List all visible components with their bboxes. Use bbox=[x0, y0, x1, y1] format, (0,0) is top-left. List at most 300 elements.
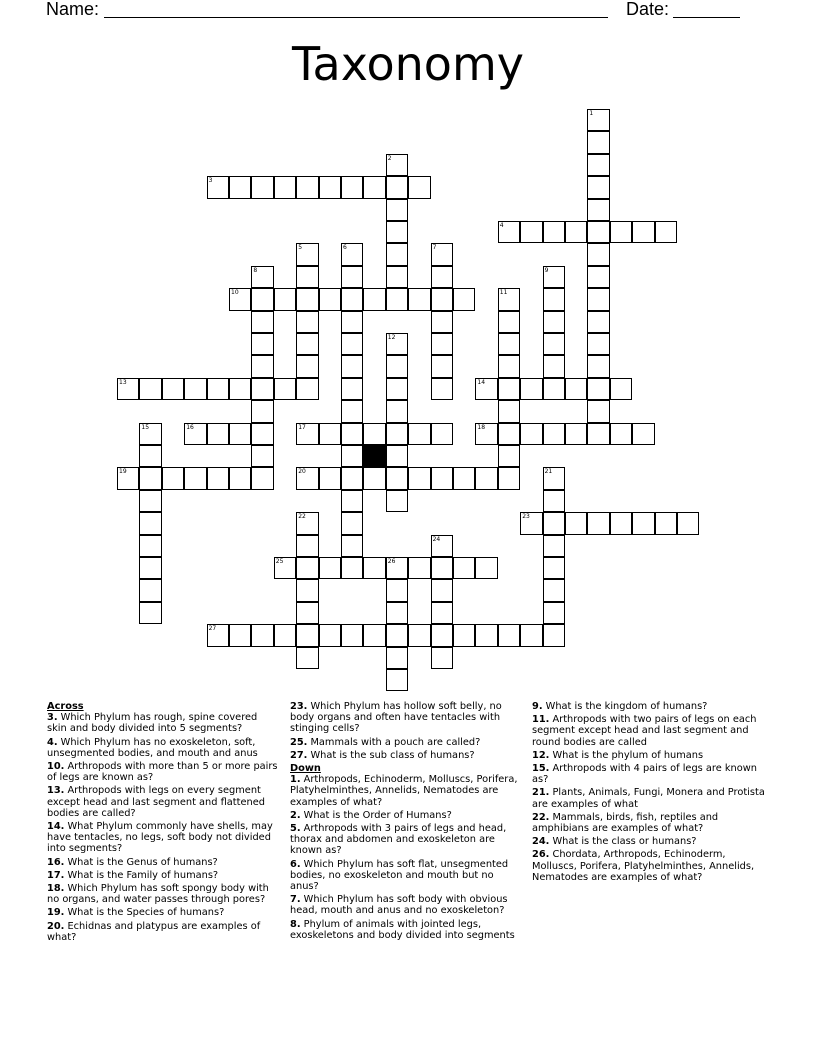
grid-cell[interactable] bbox=[341, 333, 363, 355]
clue-text: Arthropods with 4 pairs of legs are known as? bbox=[532, 763, 757, 786]
grid-cell[interactable] bbox=[587, 288, 609, 310]
grid-cell[interactable] bbox=[139, 490, 161, 512]
grid-cell[interactable] bbox=[274, 288, 296, 310]
grid-cell[interactable] bbox=[632, 221, 654, 243]
clue-number: 14 bbox=[477, 378, 486, 386]
grid-cell[interactable] bbox=[296, 333, 318, 355]
across-clue bbox=[47, 785, 279, 819]
grid-cell[interactable] bbox=[498, 311, 520, 333]
grid-cell[interactable] bbox=[610, 512, 632, 534]
grid-cell[interactable] bbox=[274, 624, 296, 646]
grid-cell[interactable] bbox=[386, 355, 408, 377]
clue-number: 19 bbox=[119, 468, 127, 476]
grid-cell[interactable] bbox=[543, 266, 565, 288]
grid-cell[interactable] bbox=[453, 467, 475, 489]
clue-text: What is the phylum of humans bbox=[549, 749, 704, 761]
grid-cell[interactable] bbox=[296, 512, 318, 534]
clue-number-label: 20. bbox=[47, 920, 65, 932]
grid-cell[interactable] bbox=[296, 423, 318, 445]
grid-cell[interactable] bbox=[274, 378, 296, 400]
grid-cell[interactable] bbox=[543, 221, 565, 243]
grid-cell[interactable] bbox=[341, 176, 363, 198]
clue-number-label: 9. bbox=[532, 701, 543, 712]
grid-cell[interactable] bbox=[207, 176, 229, 198]
grid-cell[interactable] bbox=[184, 423, 206, 445]
grid-cell[interactable] bbox=[565, 378, 587, 400]
grid-cell[interactable] bbox=[431, 647, 453, 669]
grid-cell[interactable] bbox=[543, 512, 565, 534]
grid-cell[interactable] bbox=[207, 467, 229, 489]
grid-cell[interactable] bbox=[431, 467, 453, 489]
grid-cell[interactable] bbox=[363, 176, 385, 198]
grid-cell[interactable] bbox=[341, 311, 363, 333]
grid-cell[interactable] bbox=[408, 288, 430, 310]
grid-cell[interactable] bbox=[431, 378, 453, 400]
grid-cell[interactable] bbox=[565, 512, 587, 534]
grid-cell[interactable] bbox=[341, 423, 363, 445]
grid-cell[interactable] bbox=[319, 423, 341, 445]
down-clue bbox=[532, 849, 772, 883]
grid-cell[interactable] bbox=[296, 647, 318, 669]
grid-cell[interactable] bbox=[498, 333, 520, 355]
grid-cell[interactable] bbox=[610, 221, 632, 243]
across-clue bbox=[47, 737, 279, 759]
grid-cell[interactable] bbox=[296, 579, 318, 601]
clue-number: 27 bbox=[208, 625, 217, 633]
clue-number: 7 bbox=[432, 244, 437, 252]
grid-cell[interactable] bbox=[543, 535, 565, 557]
grid-cell[interactable] bbox=[363, 467, 385, 489]
grid-cell[interactable] bbox=[386, 333, 408, 355]
grid-cell[interactable] bbox=[475, 378, 497, 400]
grid-cell[interactable] bbox=[431, 355, 453, 377]
grid-cell[interactable] bbox=[139, 579, 161, 601]
clue-number: 26 bbox=[387, 558, 396, 565]
grid-cell[interactable] bbox=[319, 176, 341, 198]
grid-cell[interactable] bbox=[229, 176, 251, 198]
grid-cell[interactable] bbox=[431, 311, 453, 333]
grid-cell[interactable] bbox=[296, 176, 318, 198]
grid-cell[interactable] bbox=[386, 579, 408, 601]
clue-number: 9 bbox=[544, 266, 549, 274]
clue-number-label: 4. bbox=[47, 736, 58, 748]
grid-cell[interactable] bbox=[184, 378, 206, 400]
grid-cell[interactable] bbox=[520, 624, 542, 646]
grid-cell[interactable] bbox=[543, 333, 565, 355]
clue-text: Arthropods with legs on every segment except head and last segment and flattened bodies are called? bbox=[47, 785, 265, 819]
grid-cell[interactable] bbox=[386, 176, 408, 198]
down-clue bbox=[532, 714, 772, 748]
grid-cell[interactable] bbox=[431, 333, 453, 355]
grid-cell[interactable] bbox=[431, 243, 453, 265]
clue-number-label: 13. bbox=[47, 785, 65, 797]
grid-cell[interactable] bbox=[453, 624, 475, 646]
grid-cell[interactable] bbox=[139, 423, 161, 445]
clue-number: 23 bbox=[522, 513, 530, 521]
grid-cell[interactable] bbox=[520, 423, 542, 445]
clue-number: 11 bbox=[499, 289, 508, 297]
grid-cell[interactable] bbox=[610, 378, 632, 400]
grid-cell[interactable] bbox=[207, 624, 229, 646]
across-clue bbox=[47, 857, 279, 868]
clue-number: 2 bbox=[387, 154, 392, 162]
grid-cell[interactable] bbox=[363, 288, 385, 310]
grid-cell[interactable] bbox=[251, 288, 273, 310]
clue-number: 22 bbox=[298, 513, 306, 521]
grid-cell[interactable] bbox=[386, 400, 408, 422]
grid-cell[interactable] bbox=[431, 535, 453, 557]
grid-cell[interactable] bbox=[274, 176, 296, 198]
grid-cell[interactable] bbox=[408, 423, 430, 445]
grid-cell[interactable] bbox=[386, 647, 408, 669]
grid-cell[interactable] bbox=[296, 535, 318, 557]
clue-text: Mammals with a pouch are called? bbox=[307, 736, 481, 748]
grid-cell[interactable] bbox=[475, 423, 497, 445]
grid-cell[interactable] bbox=[587, 243, 609, 265]
grid-cell[interactable] bbox=[251, 176, 273, 198]
down-clue bbox=[290, 823, 522, 857]
grid-cell[interactable] bbox=[587, 266, 609, 288]
down-clue bbox=[290, 894, 522, 916]
grid-cell[interactable] bbox=[386, 467, 408, 489]
grid-cell[interactable] bbox=[543, 490, 565, 512]
grid-cell[interactable] bbox=[363, 557, 385, 579]
grid-cell[interactable] bbox=[543, 557, 565, 579]
grid-cell[interactable] bbox=[386, 423, 408, 445]
page-title: Taxonomy bbox=[292, 37, 524, 91]
grid-cell[interactable] bbox=[229, 288, 251, 310]
grid-cell[interactable] bbox=[386, 378, 408, 400]
blocked-cell bbox=[363, 445, 385, 467]
clue-number: 25 bbox=[275, 558, 284, 565]
grid-cell[interactable] bbox=[319, 624, 341, 646]
grid-cell[interactable] bbox=[341, 266, 363, 288]
clue-text: Echidnas and platypus are examples of what? bbox=[47, 920, 261, 943]
grid-cell[interactable] bbox=[587, 176, 609, 198]
across-clue bbox=[47, 761, 279, 783]
date-label: Date: bbox=[626, 0, 670, 19]
grid-cell[interactable] bbox=[587, 355, 609, 377]
clue-number: 3 bbox=[208, 177, 213, 185]
grid-cell[interactable] bbox=[431, 266, 453, 288]
grid-cell[interactable] bbox=[431, 602, 453, 624]
grid-cell[interactable] bbox=[587, 221, 609, 243]
clue-number-label: 6. bbox=[290, 858, 301, 870]
grid-cell[interactable] bbox=[498, 400, 520, 422]
across-clue bbox=[47, 870, 279, 881]
grid-cell[interactable] bbox=[386, 602, 408, 624]
clue-number: 17 bbox=[298, 423, 306, 431]
grid-cell[interactable] bbox=[431, 557, 453, 579]
grid-cell[interactable] bbox=[341, 445, 363, 467]
grid-cell[interactable] bbox=[319, 467, 341, 489]
grid-cell[interactable] bbox=[117, 467, 139, 489]
grid-cell[interactable] bbox=[386, 199, 408, 221]
clue-number: 24 bbox=[432, 535, 441, 543]
grid-cell[interactable] bbox=[296, 467, 318, 489]
grid-cell[interactable] bbox=[386, 445, 408, 467]
grid-cell[interactable] bbox=[543, 423, 565, 445]
grid-cell[interactable] bbox=[319, 557, 341, 579]
grid-cell[interactable] bbox=[498, 445, 520, 467]
grid-cell[interactable] bbox=[431, 288, 453, 310]
clue-text: What Phylum commonly have shells, may have tentacles, no legs, soft body not divided into segments? bbox=[47, 821, 273, 855]
down-clue bbox=[532, 763, 772, 785]
clue-number-label: 16. bbox=[47, 856, 65, 868]
clue-number-label: 23. bbox=[290, 701, 308, 712]
clues-column-3 bbox=[532, 701, 772, 885]
grid-cell[interactable] bbox=[296, 266, 318, 288]
clue-number-label: 3. bbox=[47, 712, 58, 724]
grid-cell[interactable] bbox=[139, 467, 161, 489]
clue-number-label: 11. bbox=[532, 714, 550, 726]
down-heading: Down bbox=[290, 763, 321, 775]
grid-cell[interactable] bbox=[296, 624, 318, 646]
clue-text: Arthropods with 3 pairs of legs and head, thorax and abdomen and exoskeleton are known as? bbox=[290, 823, 507, 857]
clue-text: Which Phylum has rough, spine covered skin and body divided into 5 segments? bbox=[47, 712, 258, 735]
grid-cell[interactable] bbox=[341, 490, 363, 512]
grid-cell[interactable] bbox=[386, 557, 408, 579]
grid-cell[interactable] bbox=[139, 378, 161, 400]
clue-number-label: 12. bbox=[532, 749, 550, 761]
grid-cell[interactable] bbox=[207, 423, 229, 445]
grid-cell[interactable] bbox=[431, 423, 453, 445]
grid-cell[interactable] bbox=[632, 423, 654, 445]
clue-text: What is the class or humans? bbox=[549, 836, 697, 848]
clue-number-label: 25. bbox=[290, 736, 308, 748]
grid-cell[interactable] bbox=[565, 221, 587, 243]
clue-number: 4 bbox=[499, 222, 504, 229]
grid-cell[interactable] bbox=[229, 624, 251, 646]
grid-cell[interactable] bbox=[386, 669, 408, 691]
grid-cell[interactable] bbox=[386, 288, 408, 310]
clue-text: What is the Species of humans? bbox=[64, 907, 225, 919]
clue-text: Arthropods with more than 5 or more pairs of legs are known as? bbox=[47, 761, 278, 784]
grid-cell[interactable] bbox=[498, 378, 520, 400]
clue-number: 15 bbox=[141, 423, 150, 431]
grid-cell[interactable] bbox=[408, 176, 430, 198]
grid-cell[interactable] bbox=[251, 378, 273, 400]
grid-cell[interactable] bbox=[162, 467, 184, 489]
down-clue bbox=[532, 812, 772, 834]
grid-cell[interactable] bbox=[251, 467, 273, 489]
across-clue bbox=[47, 907, 279, 918]
grid-cell[interactable] bbox=[341, 288, 363, 310]
grid-cell[interactable] bbox=[341, 400, 363, 422]
grid-cell[interactable] bbox=[296, 243, 318, 265]
clue-number: 10 bbox=[231, 289, 239, 297]
grid-cell[interactable] bbox=[229, 378, 251, 400]
grid-cell[interactable] bbox=[453, 557, 475, 579]
grid-cell[interactable] bbox=[677, 512, 699, 534]
grid-cell[interactable] bbox=[475, 624, 497, 646]
grid-cell[interactable] bbox=[341, 243, 363, 265]
grid-cell[interactable] bbox=[565, 423, 587, 445]
clue-text: Phylum of animals with jointed legs, exoskeletons and body divided into segments bbox=[290, 918, 515, 941]
grid-cell[interactable] bbox=[587, 131, 609, 153]
grid-cell[interactable] bbox=[587, 512, 609, 534]
grid-cell[interactable] bbox=[229, 467, 251, 489]
grid-cell[interactable] bbox=[341, 512, 363, 534]
grid-cell[interactable] bbox=[431, 579, 453, 601]
clue-number-label: 7. bbox=[290, 894, 301, 906]
grid-cell[interactable] bbox=[543, 311, 565, 333]
grid-cell[interactable] bbox=[587, 109, 609, 131]
name-label: Name: bbox=[46, 0, 100, 19]
grid-cell[interactable] bbox=[117, 378, 139, 400]
grid-cell[interactable] bbox=[408, 557, 430, 579]
grid-cell[interactable] bbox=[341, 467, 363, 489]
down-clue bbox=[290, 919, 522, 941]
grid-cell[interactable] bbox=[543, 355, 565, 377]
grid-cell[interactable] bbox=[408, 624, 430, 646]
grid-cell[interactable] bbox=[587, 154, 609, 176]
clue-number-label: 1. bbox=[290, 774, 301, 786]
grid-cell[interactable] bbox=[296, 355, 318, 377]
clue-number-label: 21. bbox=[532, 787, 550, 799]
grid-cell[interactable] bbox=[296, 378, 318, 400]
clue-text: Plants, Animals, Fungi, Monera and Protista are examples of what bbox=[532, 787, 765, 810]
grid-cell[interactable] bbox=[498, 624, 520, 646]
grid-cell[interactable] bbox=[386, 221, 408, 243]
grid-cell[interactable] bbox=[341, 557, 363, 579]
grid-cell[interactable] bbox=[431, 624, 453, 646]
grid-cell[interactable] bbox=[363, 624, 385, 646]
clue-text: What is the Genus of humans? bbox=[64, 856, 218, 868]
clue-number: 12 bbox=[387, 334, 396, 341]
clue-number-label: 8. bbox=[290, 918, 301, 930]
grid-cell[interactable] bbox=[543, 467, 565, 489]
across-clue bbox=[290, 701, 522, 735]
down-clue bbox=[532, 836, 772, 847]
grid-cell[interactable] bbox=[251, 624, 273, 646]
grid-cell[interactable] bbox=[251, 400, 273, 422]
clue-text: What is the sub class of humans? bbox=[307, 749, 475, 761]
grid-cell[interactable] bbox=[520, 512, 542, 534]
grid-cell[interactable] bbox=[610, 423, 632, 445]
grid-cell[interactable] bbox=[341, 378, 363, 400]
clue-text: Which Phylum has soft body with obvious head, mouth and anus and no exoskeleton? bbox=[290, 894, 508, 917]
grid-cell[interactable] bbox=[251, 355, 273, 377]
grid-cell[interactable] bbox=[632, 512, 654, 534]
grid-cell[interactable] bbox=[386, 243, 408, 265]
grid-cell[interactable] bbox=[139, 512, 161, 534]
clues-column-2 bbox=[290, 701, 522, 943]
grid-cell[interactable] bbox=[363, 423, 385, 445]
clue-text: Which Phylum has hollow soft belly, no body organs and often have tentacles with stinging cells? bbox=[290, 701, 502, 735]
grid-cell[interactable] bbox=[386, 490, 408, 512]
grid-cell[interactable] bbox=[251, 445, 273, 467]
down-clue bbox=[532, 750, 772, 761]
grid-cell[interactable] bbox=[587, 333, 609, 355]
grid-cell[interactable] bbox=[229, 423, 251, 445]
grid-cell[interactable] bbox=[341, 355, 363, 377]
down-clue bbox=[290, 859, 522, 893]
down-clue bbox=[290, 774, 522, 808]
grid-cell[interactable] bbox=[341, 535, 363, 557]
grid-cell[interactable] bbox=[543, 602, 565, 624]
grid-cell[interactable] bbox=[587, 311, 609, 333]
grid-cell[interactable] bbox=[386, 266, 408, 288]
grid-cell[interactable] bbox=[319, 288, 341, 310]
grid-cell[interactable] bbox=[587, 199, 609, 221]
grid-cell[interactable] bbox=[296, 557, 318, 579]
clue-number: 21 bbox=[544, 468, 553, 476]
grid-cell[interactable] bbox=[498, 221, 520, 243]
clue-number-label: 15. bbox=[532, 763, 550, 775]
grid-cell[interactable] bbox=[498, 355, 520, 377]
grid-cell[interactable] bbox=[251, 423, 273, 445]
clue-number: 18 bbox=[477, 423, 486, 431]
grid-cell[interactable] bbox=[207, 378, 229, 400]
clue-text: Chordata, Arthropods, Echinoderm, Molluscs, Porifera, Platyhelminthes, Annelids, Nematodes are examples of what? bbox=[532, 849, 755, 883]
clue-number-label: 22. bbox=[532, 811, 550, 823]
grid-cell[interactable] bbox=[251, 333, 273, 355]
grid-cell[interactable] bbox=[341, 624, 363, 646]
clue-number: 5 bbox=[298, 244, 303, 252]
grid-cell[interactable] bbox=[498, 423, 520, 445]
across-clue bbox=[290, 750, 522, 761]
grid-cell[interactable] bbox=[139, 535, 161, 557]
grid-cell[interactable] bbox=[139, 602, 161, 624]
clue-text: What is the Order of Humans? bbox=[300, 809, 452, 821]
grid-cell[interactable] bbox=[386, 624, 408, 646]
clue-text: What is the kingdom of humans? bbox=[542, 701, 708, 712]
across-clue bbox=[47, 883, 279, 905]
grid-cell[interactable] bbox=[139, 557, 161, 579]
grid-cell[interactable] bbox=[587, 423, 609, 445]
grid-cell[interactable] bbox=[296, 602, 318, 624]
clue-number-label: 26. bbox=[532, 849, 550, 861]
grid-cell[interactable] bbox=[162, 378, 184, 400]
grid-cell[interactable] bbox=[475, 557, 497, 579]
clue-number-label: 10. bbox=[47, 761, 65, 773]
grid-cell[interactable] bbox=[543, 624, 565, 646]
grid-cell[interactable] bbox=[251, 266, 273, 288]
clue-number: 13 bbox=[119, 378, 127, 386]
grid-cell[interactable] bbox=[139, 445, 161, 467]
grid-cell[interactable] bbox=[520, 221, 542, 243]
clue-number: 16 bbox=[186, 423, 194, 431]
grid-cell[interactable] bbox=[498, 288, 520, 310]
grid-cell[interactable] bbox=[184, 467, 206, 489]
grid-cell[interactable] bbox=[520, 378, 542, 400]
clue-number: 8 bbox=[253, 266, 258, 274]
grid-cell[interactable] bbox=[655, 512, 677, 534]
grid-cell[interactable] bbox=[587, 378, 609, 400]
grid-cell[interactable] bbox=[475, 467, 497, 489]
down-clue bbox=[532, 701, 772, 712]
grid-cell[interactable] bbox=[386, 154, 408, 176]
clue-text: Mammals, birds, fish, reptiles and amphibians are examples of what? bbox=[532, 811, 719, 835]
clue-number-label: 24. bbox=[532, 836, 550, 848]
grid-cell[interactable] bbox=[408, 467, 430, 489]
grid-cell[interactable] bbox=[498, 467, 520, 489]
grid-cell[interactable] bbox=[296, 311, 318, 333]
clue-number-label: 19. bbox=[47, 907, 65, 919]
grid-cell[interactable] bbox=[587, 400, 609, 422]
grid-cell[interactable] bbox=[543, 378, 565, 400]
grid-cell[interactable] bbox=[251, 311, 273, 333]
across-clue bbox=[47, 712, 279, 734]
grid-cell[interactable] bbox=[543, 579, 565, 601]
grid-cell[interactable] bbox=[453, 288, 475, 310]
grid-cell[interactable] bbox=[655, 221, 677, 243]
grid-cell[interactable] bbox=[274, 557, 296, 579]
grid-cell[interactable] bbox=[296, 288, 318, 310]
clues-column-1 bbox=[47, 701, 279, 945]
grid-cell[interactable] bbox=[543, 288, 565, 310]
